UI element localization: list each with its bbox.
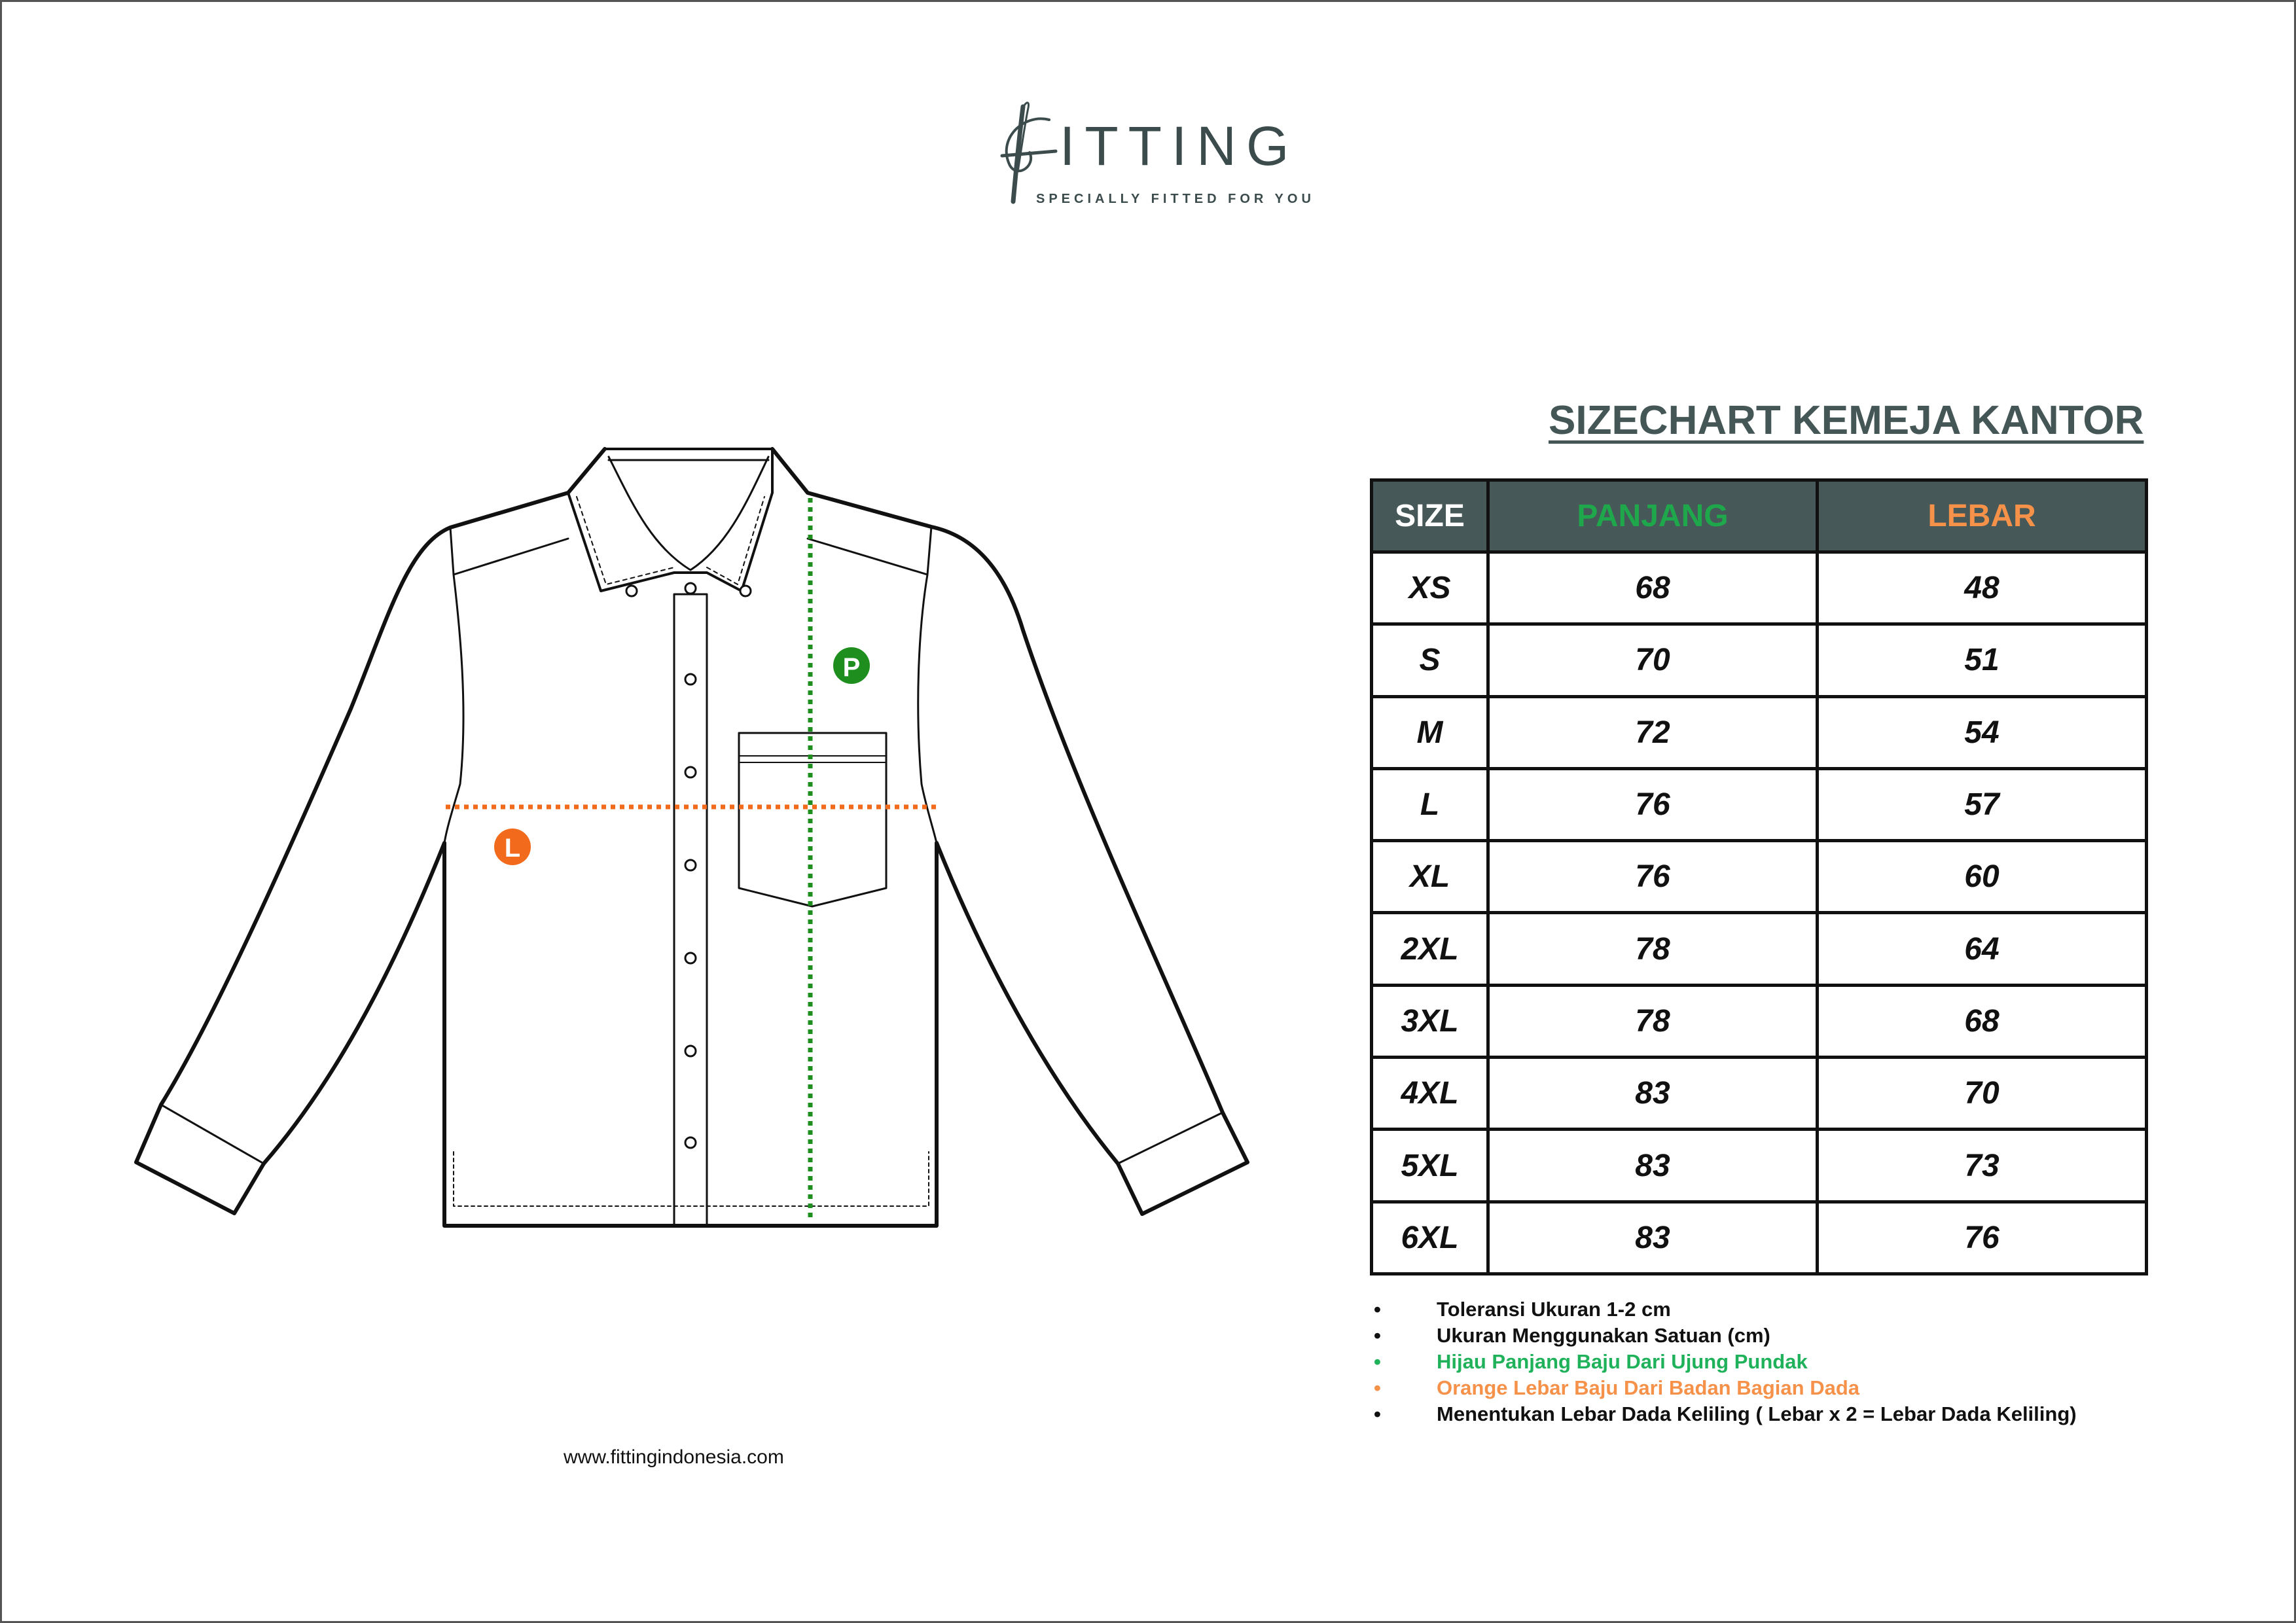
left-armhole [444, 575, 463, 843]
shirt-diagram [126, 434, 1265, 1232]
lebar-cell: 68 [1818, 985, 2147, 1057]
placket-button [685, 860, 696, 870]
column-header-lebar: LEBAR [1818, 480, 2147, 552]
lebar-cell: 54 [1818, 696, 2147, 768]
panjang-cell: 72 [1488, 696, 1818, 768]
size-cell: XL [1372, 841, 1488, 913]
panjang-cell: 70 [1488, 624, 1818, 696]
placket [674, 594, 707, 1226]
note-text: Ukuran Menggunakan Satuan (cm) [1437, 1324, 1770, 1347]
website-url: www.fittingindonesia.com [564, 1446, 784, 1468]
table-row [1372, 841, 2147, 913]
note-text: Orange Lebar Baju Dari Badan Bagian Dada [1437, 1376, 1860, 1399]
collar-button-right [740, 586, 751, 596]
size-cell: 6XL [1372, 1202, 1488, 1274]
note-text: Toleransi Ukuran 1-2 cm [1437, 1298, 1671, 1321]
size-cell: 3XL [1372, 985, 1488, 1057]
note-item [1370, 1349, 2077, 1375]
table-header-row [1372, 480, 2147, 552]
note-item [1370, 1296, 2077, 1323]
table-row [1372, 985, 2147, 1057]
lebar-cell: 60 [1818, 841, 2147, 913]
panjang-cell: 83 [1488, 1202, 1818, 1274]
note-text: Hijau Panjang Baju Dari Ujung Pundak [1437, 1350, 1808, 1373]
bullet-icon: • [1374, 1350, 1381, 1373]
lebar-marker-label: L [504, 834, 521, 863]
left-yoke-seam [450, 527, 568, 575]
note-item [1370, 1323, 2077, 1349]
placket-button [685, 1046, 696, 1056]
lebar-cell: 57 [1818, 768, 2147, 840]
bullet-icon: • [1374, 1402, 1381, 1425]
bullet-icon: • [1374, 1376, 1381, 1399]
size-cell: L [1372, 768, 1488, 840]
table-row [1372, 696, 2147, 768]
note-text: Menentukan Lebar Dada Keliling ( Lebar x 2 = Lebar Dada Keliling) [1437, 1402, 2077, 1425]
panjang-cell: 78 [1488, 913, 1818, 985]
table-row [1372, 1130, 2147, 1202]
collar-button-left [626, 586, 637, 596]
shirt-outline [136, 449, 1247, 1226]
panjang-cell: 83 [1488, 1130, 1818, 1202]
brand-wordmark: ITTING [1060, 115, 1299, 177]
table-row [1372, 624, 2147, 696]
bullet-icon: • [1374, 1298, 1381, 1321]
size-table [1370, 478, 2148, 1275]
lebar-cell: 73 [1818, 1130, 2147, 1202]
shirt-buttons [626, 583, 751, 1148]
collar-inner [609, 457, 768, 570]
collar-stitch [577, 497, 764, 584]
lebar-cell: 64 [1818, 913, 2147, 985]
table-row [1372, 552, 2147, 624]
lebar-cell: 51 [1818, 624, 2147, 696]
note-item [1370, 1375, 2077, 1401]
table-row [1372, 1202, 2147, 1274]
column-header-panjang: PANJANG [1488, 480, 1818, 552]
table-row [1372, 913, 2147, 985]
size-cell: S [1372, 624, 1488, 696]
lebar-cell: 76 [1818, 1202, 2147, 1274]
right-cuff-line [1118, 1113, 1223, 1164]
size-cell: 4XL [1372, 1058, 1488, 1130]
left-cuff-line [161, 1105, 264, 1164]
panjang-cell: 68 [1488, 552, 1818, 624]
lebar-marker [494, 829, 531, 865]
bullet-icon: • [1374, 1324, 1381, 1347]
placket-button [685, 1137, 696, 1148]
size-cell: 2XL [1372, 913, 1488, 985]
panjang-marker-label: P [842, 653, 861, 682]
panjang-cell: 78 [1488, 985, 1818, 1057]
placket-button [685, 674, 696, 685]
right-yoke-seam [808, 527, 931, 575]
top-button [685, 583, 696, 594]
size-cell: XS [1372, 552, 1488, 624]
hem-stitch [454, 1152, 929, 1206]
note-item [1370, 1401, 2077, 1427]
table-row [1372, 1058, 2147, 1130]
brand-tagline: SPECIALLY FITTED FOR YOU [1036, 192, 1315, 206]
table-row [1372, 768, 2147, 840]
size-cell: 5XL [1372, 1130, 1488, 1202]
column-header-size: SIZE [1372, 480, 1488, 552]
placket-button [685, 767, 696, 777]
chart-title: SIZECHART KEMEJA KANTOR [1549, 398, 2144, 443]
notes-list [1370, 1296, 2077, 1427]
panjang-cell: 83 [1488, 1058, 1818, 1130]
lebar-cell: 70 [1818, 1058, 2147, 1130]
panjang-cell: 76 [1488, 768, 1818, 840]
panjang-marker [833, 647, 870, 684]
fitting-logo [984, 94, 1324, 218]
size-cell: M [1372, 696, 1488, 768]
right-armhole [918, 575, 937, 843]
lebar-cell: 48 [1818, 552, 2147, 624]
panjang-cell: 76 [1488, 841, 1818, 913]
placket-button [685, 953, 696, 963]
